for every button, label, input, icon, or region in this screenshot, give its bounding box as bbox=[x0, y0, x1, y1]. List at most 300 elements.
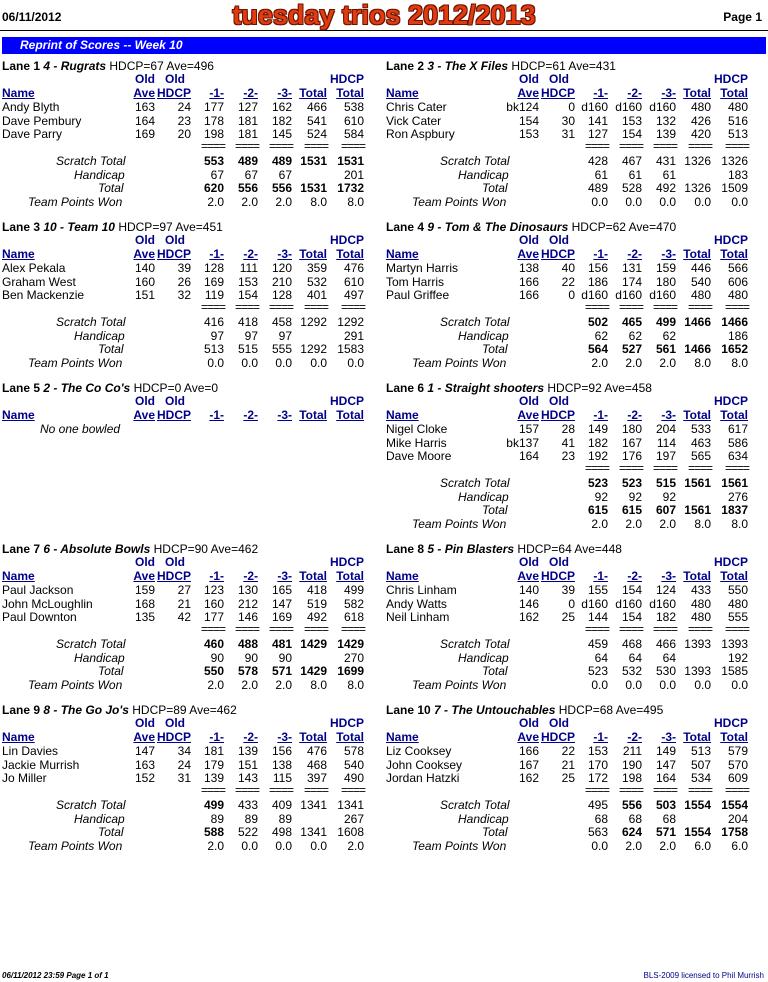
bowler-g2: 153 bbox=[237, 274, 258, 289]
separator-total: ==== bbox=[687, 783, 712, 797]
bowler-g1: 186 bbox=[587, 274, 608, 289]
lane-block bbox=[386, 59, 752, 219]
bowler-ave: 153 bbox=[518, 127, 539, 142]
bowler-g3: 204 bbox=[655, 422, 676, 436]
label-points: Team Points Won bbox=[28, 838, 123, 853]
bowler-total: 519 bbox=[306, 596, 327, 611]
col-hdcp-top: HDCP bbox=[713, 716, 748, 730]
col-old-ave: Old bbox=[519, 233, 539, 247]
bowler-hdcp: 23 bbox=[561, 449, 575, 464]
separator-htotal: ==== bbox=[340, 300, 365, 314]
bowler-hdcp: 28 bbox=[561, 422, 575, 436]
total-g1: 615 bbox=[587, 503, 608, 518]
bowler-htotal: 586 bbox=[727, 435, 748, 450]
col-name: Name bbox=[386, 569, 419, 583]
bowler-htotal: 555 bbox=[727, 610, 748, 625]
col-name: Name bbox=[386, 408, 419, 422]
bowler-g3: 147 bbox=[655, 757, 676, 772]
col-game2: -2- bbox=[243, 730, 258, 744]
label-total: Total bbox=[482, 503, 508, 518]
total-htotal: 1699 bbox=[337, 664, 364, 679]
points-g1: 2.0 bbox=[207, 194, 224, 209]
separator-g2: ==== bbox=[618, 139, 643, 153]
separator-g2: ==== bbox=[618, 300, 643, 314]
label-total: Total bbox=[482, 664, 508, 679]
bowler-htotal: 579 bbox=[727, 744, 748, 758]
scratch-g3: 431 bbox=[655, 154, 676, 168]
col-ave: Ave bbox=[517, 86, 539, 100]
bowler-total: 513 bbox=[690, 744, 711, 758]
scratch-g2: 556 bbox=[621, 798, 642, 812]
total-total: 1531 bbox=[300, 181, 327, 196]
total-g1: 550 bbox=[203, 664, 224, 679]
bowler-ave: 157 bbox=[518, 422, 539, 436]
points-g3: 2.0 bbox=[659, 355, 676, 370]
total-g2: 515 bbox=[237, 342, 258, 357]
bowler-htotal: 610 bbox=[343, 274, 364, 289]
scratch-g2: 467 bbox=[621, 154, 642, 168]
scratch-total: 1466 bbox=[684, 315, 711, 329]
col-hdcp-total: Total bbox=[336, 569, 364, 583]
points-g2: 2.0 bbox=[241, 194, 258, 209]
bowler-g2: 180 bbox=[621, 422, 642, 436]
total-g2: 615 bbox=[621, 503, 642, 518]
col-game1: -1- bbox=[593, 730, 608, 744]
label-total: Total bbox=[482, 825, 508, 840]
col-game3: -3- bbox=[661, 247, 676, 261]
bowler-total: 540 bbox=[690, 274, 711, 289]
bowler-htotal: 617 bbox=[727, 422, 748, 436]
points-g1: 2.0 bbox=[207, 677, 224, 692]
bowler-g3: 169 bbox=[271, 610, 292, 625]
separator-total: ==== bbox=[687, 461, 712, 475]
bowler-htotal: 497 bbox=[343, 288, 364, 303]
scratch-g1: 460 bbox=[203, 637, 224, 651]
points-g2: 2.0 bbox=[625, 355, 642, 370]
team-info: HDCP=68 Ave=495 bbox=[558, 703, 664, 717]
handicap-g1: 67 bbox=[210, 167, 224, 182]
separator-g1: ==== bbox=[584, 300, 609, 314]
bowler-total: 534 bbox=[690, 771, 711, 786]
bowler-name: Paul Jackson bbox=[2, 583, 74, 597]
bowler-name: Andy Watts bbox=[386, 596, 447, 611]
total-g1: 620 bbox=[203, 181, 224, 196]
col-total: Total bbox=[683, 408, 711, 422]
col-game1: -1- bbox=[593, 569, 608, 583]
handicap-g2: 90 bbox=[244, 650, 258, 665]
bowler-htotal: 582 bbox=[343, 596, 364, 611]
lane-title bbox=[386, 59, 616, 73]
bowler-hdcp: 25 bbox=[561, 610, 575, 625]
lane-number: Lane 10 bbox=[386, 703, 431, 717]
handicap-g3: 97 bbox=[278, 328, 292, 343]
bowler-total: 446 bbox=[690, 261, 711, 275]
bowler-g1: 170 bbox=[587, 757, 608, 772]
bowler-total: 480 bbox=[690, 288, 711, 303]
bowler-g1: 181 bbox=[203, 744, 224, 758]
lane-title bbox=[386, 542, 622, 556]
bowler-g2: 154 bbox=[621, 583, 642, 597]
separator-g2: ==== bbox=[618, 461, 643, 475]
bowler-g2: 167 bbox=[621, 435, 642, 450]
separator-g1: ==== bbox=[584, 783, 609, 797]
points-htotal: 0.0 bbox=[731, 194, 748, 209]
col-total: Total bbox=[683, 247, 711, 261]
col-game2: -2- bbox=[243, 569, 258, 583]
points-htotal: 8.0 bbox=[731, 516, 748, 531]
col-hdcp-top: HDCP bbox=[713, 555, 748, 569]
bowler-htotal: 476 bbox=[343, 261, 364, 275]
lane-number: Lane 6 bbox=[386, 381, 425, 395]
col-old-hdcp: Old bbox=[549, 555, 569, 569]
bowler-g1: 160 bbox=[203, 596, 224, 611]
team-name: 2 - The Co Co's bbox=[43, 381, 131, 395]
bowler-g1: 177 bbox=[203, 610, 224, 625]
bowler-htotal: 490 bbox=[343, 771, 364, 786]
bowler-g1: d160 bbox=[581, 596, 608, 611]
bowler-ave: 140 bbox=[134, 261, 155, 275]
total-htotal: 1758 bbox=[721, 825, 748, 840]
separator-g2: ==== bbox=[618, 783, 643, 797]
col-hdcp-total: Total bbox=[336, 730, 364, 744]
bowler-hdcp: 26 bbox=[177, 274, 191, 289]
bowler-hdcp: 24 bbox=[177, 100, 191, 114]
bowler-name: Nigel Cloke bbox=[386, 422, 448, 436]
separator-g1: ==== bbox=[584, 461, 609, 475]
bowler-g1: 149 bbox=[587, 422, 608, 436]
points-g2: 0.0 bbox=[625, 677, 642, 692]
team-info: HDCP=0 Ave=0 bbox=[133, 381, 219, 395]
scratch-total: 1292 bbox=[300, 315, 327, 329]
scratch-g1: 428 bbox=[587, 154, 608, 168]
points-g3: 2.0 bbox=[275, 677, 292, 692]
separator-g2: ==== bbox=[234, 622, 259, 636]
total-total: 1326 bbox=[684, 181, 711, 196]
scratch-total: 1341 bbox=[300, 798, 327, 812]
points-g1: 0.0 bbox=[591, 838, 608, 853]
col-name: Name bbox=[386, 86, 419, 100]
col-game2: -2- bbox=[243, 86, 258, 100]
col-ave: Ave bbox=[517, 730, 539, 744]
bowler-total: 426 bbox=[690, 113, 711, 128]
separator-g3: ==== bbox=[652, 783, 677, 797]
col-hdcp-total: Total bbox=[336, 247, 364, 261]
bowler-hdcp: 24 bbox=[177, 757, 191, 772]
team-info: HDCP=90 Ave=462 bbox=[153, 542, 259, 556]
bowler-ave: 168 bbox=[134, 596, 155, 611]
handicap-g1: 90 bbox=[210, 650, 224, 665]
points-g3: 0.0 bbox=[659, 677, 676, 692]
bowler-hdcp: 41 bbox=[561, 435, 575, 450]
separator-g1: ==== bbox=[200, 622, 225, 636]
handicap-htotal: 270 bbox=[343, 650, 364, 665]
bowler-name: Dave Moore bbox=[386, 449, 452, 464]
col-hdcp-top: HDCP bbox=[329, 233, 364, 247]
col-game1: -1- bbox=[209, 86, 224, 100]
col-old-ave: Old bbox=[135, 394, 155, 408]
bowler-g3: 147 bbox=[271, 596, 292, 611]
label-handicap: Handicap bbox=[74, 328, 125, 343]
separator-g2: ==== bbox=[234, 783, 259, 797]
total-g2: 532 bbox=[621, 664, 642, 679]
bowler-g3: 115 bbox=[272, 771, 292, 786]
col-hdcp: HDCP bbox=[540, 730, 575, 744]
bowler-g3: 149 bbox=[655, 744, 676, 758]
bowler-name: Jo Miller bbox=[2, 771, 47, 786]
bowler-total: 420 bbox=[690, 127, 711, 142]
handicap-g2: 62 bbox=[628, 328, 642, 343]
label-total: Total bbox=[482, 342, 508, 357]
bowler-ave: 166 bbox=[518, 288, 539, 303]
bowler-ave: 135 bbox=[134, 610, 155, 625]
bowler-hdcp: 39 bbox=[177, 261, 191, 275]
separator-g3: ==== bbox=[268, 622, 293, 636]
handicap-g3: 64 bbox=[662, 650, 676, 665]
lane-block bbox=[2, 703, 368, 863]
bowler-name: John McLoughlin bbox=[2, 596, 93, 611]
label-scratch: Scratch Total bbox=[440, 637, 510, 651]
col-game2: -2- bbox=[243, 247, 258, 261]
bowler-g1: 178 bbox=[203, 113, 224, 128]
separator-htotal: ==== bbox=[724, 622, 749, 636]
lane-block bbox=[386, 220, 752, 380]
col-hdcp-top: HDCP bbox=[713, 233, 748, 247]
bowler-total: 359 bbox=[306, 261, 327, 275]
bowler-g2: 154 bbox=[237, 288, 258, 303]
lane-title bbox=[2, 381, 218, 395]
total-g3: 556 bbox=[271, 181, 292, 196]
bowler-g2: 154 bbox=[621, 610, 642, 625]
points-htotal: 8.0 bbox=[347, 194, 364, 209]
points-g3: 2.0 bbox=[275, 194, 292, 209]
bowler-g2: 143 bbox=[237, 771, 258, 786]
label-scratch: Scratch Total bbox=[56, 637, 126, 651]
bowler-g3: 164 bbox=[655, 771, 676, 786]
handicap-htotal: 201 bbox=[343, 167, 364, 182]
total-total: 1341 bbox=[300, 825, 327, 840]
col-hdcp: HDCP bbox=[156, 730, 191, 744]
col-name: Name bbox=[2, 408, 35, 422]
bowler-g3: 182 bbox=[271, 113, 292, 128]
col-ave: Ave bbox=[517, 247, 539, 261]
total-g1: 523 bbox=[587, 664, 608, 679]
separator-total: ==== bbox=[687, 139, 712, 153]
col-name: Name bbox=[2, 569, 35, 583]
bowler-g2: 111 bbox=[239, 261, 258, 275]
scratch-htotal: 1326 bbox=[721, 154, 748, 168]
label-handicap: Handicap bbox=[458, 328, 509, 343]
handicap-g3: 67 bbox=[278, 167, 292, 182]
bowler-name: Neil Linham bbox=[386, 610, 450, 625]
lane-block bbox=[386, 542, 752, 702]
handicap-g2: 67 bbox=[244, 167, 258, 182]
points-g1: 2.0 bbox=[591, 516, 608, 531]
scratch-g3: 503 bbox=[655, 798, 676, 812]
bowler-name: Dave Parry bbox=[2, 127, 63, 142]
col-hdcp: HDCP bbox=[540, 247, 575, 261]
bowler-ave: 164 bbox=[518, 449, 539, 464]
bowler-name: Chris Linham bbox=[386, 583, 457, 597]
bowler-name: Alex Pekala bbox=[2, 261, 66, 275]
bowler-g3: 162 bbox=[271, 100, 292, 114]
bowler-g2: 181 bbox=[237, 127, 258, 142]
points-g2: 2.0 bbox=[625, 516, 642, 531]
bowler-name: Liz Cooksey bbox=[386, 744, 452, 758]
bowler-ave: 160 bbox=[134, 274, 155, 289]
points-htotal: 8.0 bbox=[731, 355, 748, 370]
bowler-total: 466 bbox=[306, 100, 327, 114]
separator-total: ==== bbox=[303, 300, 328, 314]
col-old-ave: Old bbox=[519, 716, 539, 730]
lane-block bbox=[2, 220, 368, 380]
label-handicap: Handicap bbox=[458, 650, 509, 665]
scratch-g3: 409 bbox=[271, 798, 292, 812]
bowler-g1: 141 bbox=[587, 113, 608, 128]
bowler-htotal: 566 bbox=[727, 261, 748, 275]
handicap-g3: 62 bbox=[662, 328, 676, 343]
team-info: HDCP=64 Ave=448 bbox=[517, 542, 622, 556]
header-rule bbox=[0, 30, 768, 31]
bowler-g2: 130 bbox=[237, 583, 258, 597]
lane-number: Lane 9 bbox=[2, 703, 41, 717]
scratch-g1: 553 bbox=[203, 154, 224, 168]
scratch-total: 1393 bbox=[684, 637, 711, 651]
team-name: 6 - Absolute Bowls bbox=[43, 542, 151, 556]
total-g3: 607 bbox=[655, 503, 676, 518]
bowler-g3: 145 bbox=[271, 127, 292, 142]
bowler-total: 533 bbox=[690, 422, 711, 436]
handicap-g1: 68 bbox=[594, 811, 608, 826]
label-total: Total bbox=[98, 825, 124, 840]
team-name: 8 - The Go Jo's bbox=[43, 703, 129, 717]
bowler-hdcp: 21 bbox=[177, 596, 191, 611]
label-points: Team Points Won bbox=[28, 194, 123, 209]
lane-block bbox=[2, 542, 368, 702]
bowler-g2: 211 bbox=[622, 744, 642, 758]
scratch-g2: 465 bbox=[621, 315, 642, 329]
bowler-hdcp: 0 bbox=[568, 100, 575, 114]
col-old-ave: Old bbox=[519, 555, 539, 569]
col-game3: -3- bbox=[277, 86, 292, 100]
col-game2: -2- bbox=[243, 408, 258, 422]
bowler-g3: 120 bbox=[271, 261, 292, 275]
separator-htotal: ==== bbox=[340, 783, 365, 797]
col-name: Name bbox=[2, 730, 35, 744]
points-g1: 2.0 bbox=[591, 355, 608, 370]
handicap-htotal: 192 bbox=[727, 650, 748, 665]
bowler-hdcp: 31 bbox=[177, 771, 191, 786]
lane-number: Lane 2 bbox=[386, 59, 425, 73]
bowler-hdcp: 23 bbox=[177, 113, 191, 128]
bowler-htotal: 513 bbox=[727, 127, 748, 142]
bowler-g2: d160 bbox=[615, 596, 642, 611]
bowler-g2: 190 bbox=[621, 757, 642, 772]
points-g3: 2.0 bbox=[659, 838, 676, 853]
total-g1: 563 bbox=[587, 825, 608, 840]
total-g3: 571 bbox=[271, 664, 292, 679]
lane-title bbox=[2, 220, 223, 234]
bowler-g2: 127 bbox=[237, 100, 258, 114]
total-g2: 527 bbox=[621, 342, 642, 357]
col-hdcp: HDCP bbox=[156, 247, 191, 261]
separator-htotal: ==== bbox=[724, 300, 749, 314]
lane-title bbox=[386, 703, 663, 717]
team-info: HDCP=97 Ave=451 bbox=[118, 220, 223, 234]
handicap-g3: 89 bbox=[278, 811, 292, 826]
bowler-name: Paul Downton bbox=[2, 610, 77, 625]
bowler-hdcp: 27 bbox=[177, 583, 191, 597]
bowler-hdcp: 40 bbox=[561, 261, 575, 275]
total-total: 1429 bbox=[300, 664, 327, 679]
handicap-g1: 92 bbox=[594, 489, 608, 504]
col-old-ave: Old bbox=[519, 394, 539, 408]
points-g1: 2.0 bbox=[207, 838, 224, 853]
bowler-g2: 139 bbox=[237, 744, 258, 758]
bowler-g2: 176 bbox=[621, 449, 642, 464]
handicap-htotal: 186 bbox=[727, 328, 748, 343]
report-date: 06/11/2012 bbox=[2, 10, 62, 24]
col-old-hdcp: Old bbox=[549, 233, 569, 247]
label-total: Total bbox=[98, 181, 124, 196]
label-total: Total bbox=[482, 181, 508, 196]
bowler-g2: 151 bbox=[237, 757, 258, 772]
scratch-total: 1326 bbox=[684, 154, 711, 168]
col-old-ave: Old bbox=[135, 72, 155, 86]
col-hdcp: HDCP bbox=[540, 86, 575, 100]
col-hdcp-total: Total bbox=[720, 408, 748, 422]
separator-g1: ==== bbox=[200, 783, 225, 797]
bowler-hdcp: 42 bbox=[177, 610, 191, 625]
col-hdcp-total: Total bbox=[720, 247, 748, 261]
col-hdcp: HDCP bbox=[156, 86, 191, 100]
lane-block bbox=[2, 59, 368, 219]
points-g1: 0.0 bbox=[591, 194, 608, 209]
page-number: Page 1 bbox=[723, 10, 762, 24]
col-hdcp-top: HDCP bbox=[329, 555, 364, 569]
col-old-hdcp: Old bbox=[549, 716, 569, 730]
team-info: HDCP=92 Ave=458 bbox=[547, 381, 652, 395]
bowler-ave: 151 bbox=[134, 288, 155, 303]
bowler-total: 433 bbox=[690, 583, 711, 597]
scratch-total: 1531 bbox=[300, 154, 327, 168]
col-hdcp-top: HDCP bbox=[329, 716, 364, 730]
scratch-htotal: 1561 bbox=[721, 476, 748, 490]
points-total: 8.0 bbox=[694, 355, 711, 370]
col-hdcp-top: HDCP bbox=[713, 394, 748, 408]
total-total: 1466 bbox=[684, 342, 711, 357]
col-hdcp-top: HDCP bbox=[329, 394, 364, 408]
handicap-g2: 64 bbox=[628, 650, 642, 665]
separator-g1: ==== bbox=[584, 139, 609, 153]
lane-number: Lane 1 bbox=[2, 59, 41, 73]
bowler-g1: 144 bbox=[587, 610, 608, 625]
label-points: Team Points Won bbox=[412, 194, 507, 209]
col-ave: Ave bbox=[133, 569, 155, 583]
col-game3: -3- bbox=[277, 730, 292, 744]
bowler-g3: 128 bbox=[271, 288, 292, 303]
bowler-ave: 152 bbox=[134, 771, 155, 786]
total-total: 1554 bbox=[684, 825, 711, 840]
scratch-g1: 502 bbox=[587, 315, 608, 329]
col-game3: -3- bbox=[277, 569, 292, 583]
bowler-ave: bk137 bbox=[506, 435, 539, 450]
points-htotal: 0.0 bbox=[347, 355, 364, 370]
bowler-name: Lin Davies bbox=[2, 744, 59, 758]
bowler-g3: d160 bbox=[649, 596, 676, 611]
col-hdcp: HDCP bbox=[540, 408, 575, 422]
col-old-hdcp: Old bbox=[165, 72, 185, 86]
bowler-htotal: 609 bbox=[727, 771, 748, 786]
